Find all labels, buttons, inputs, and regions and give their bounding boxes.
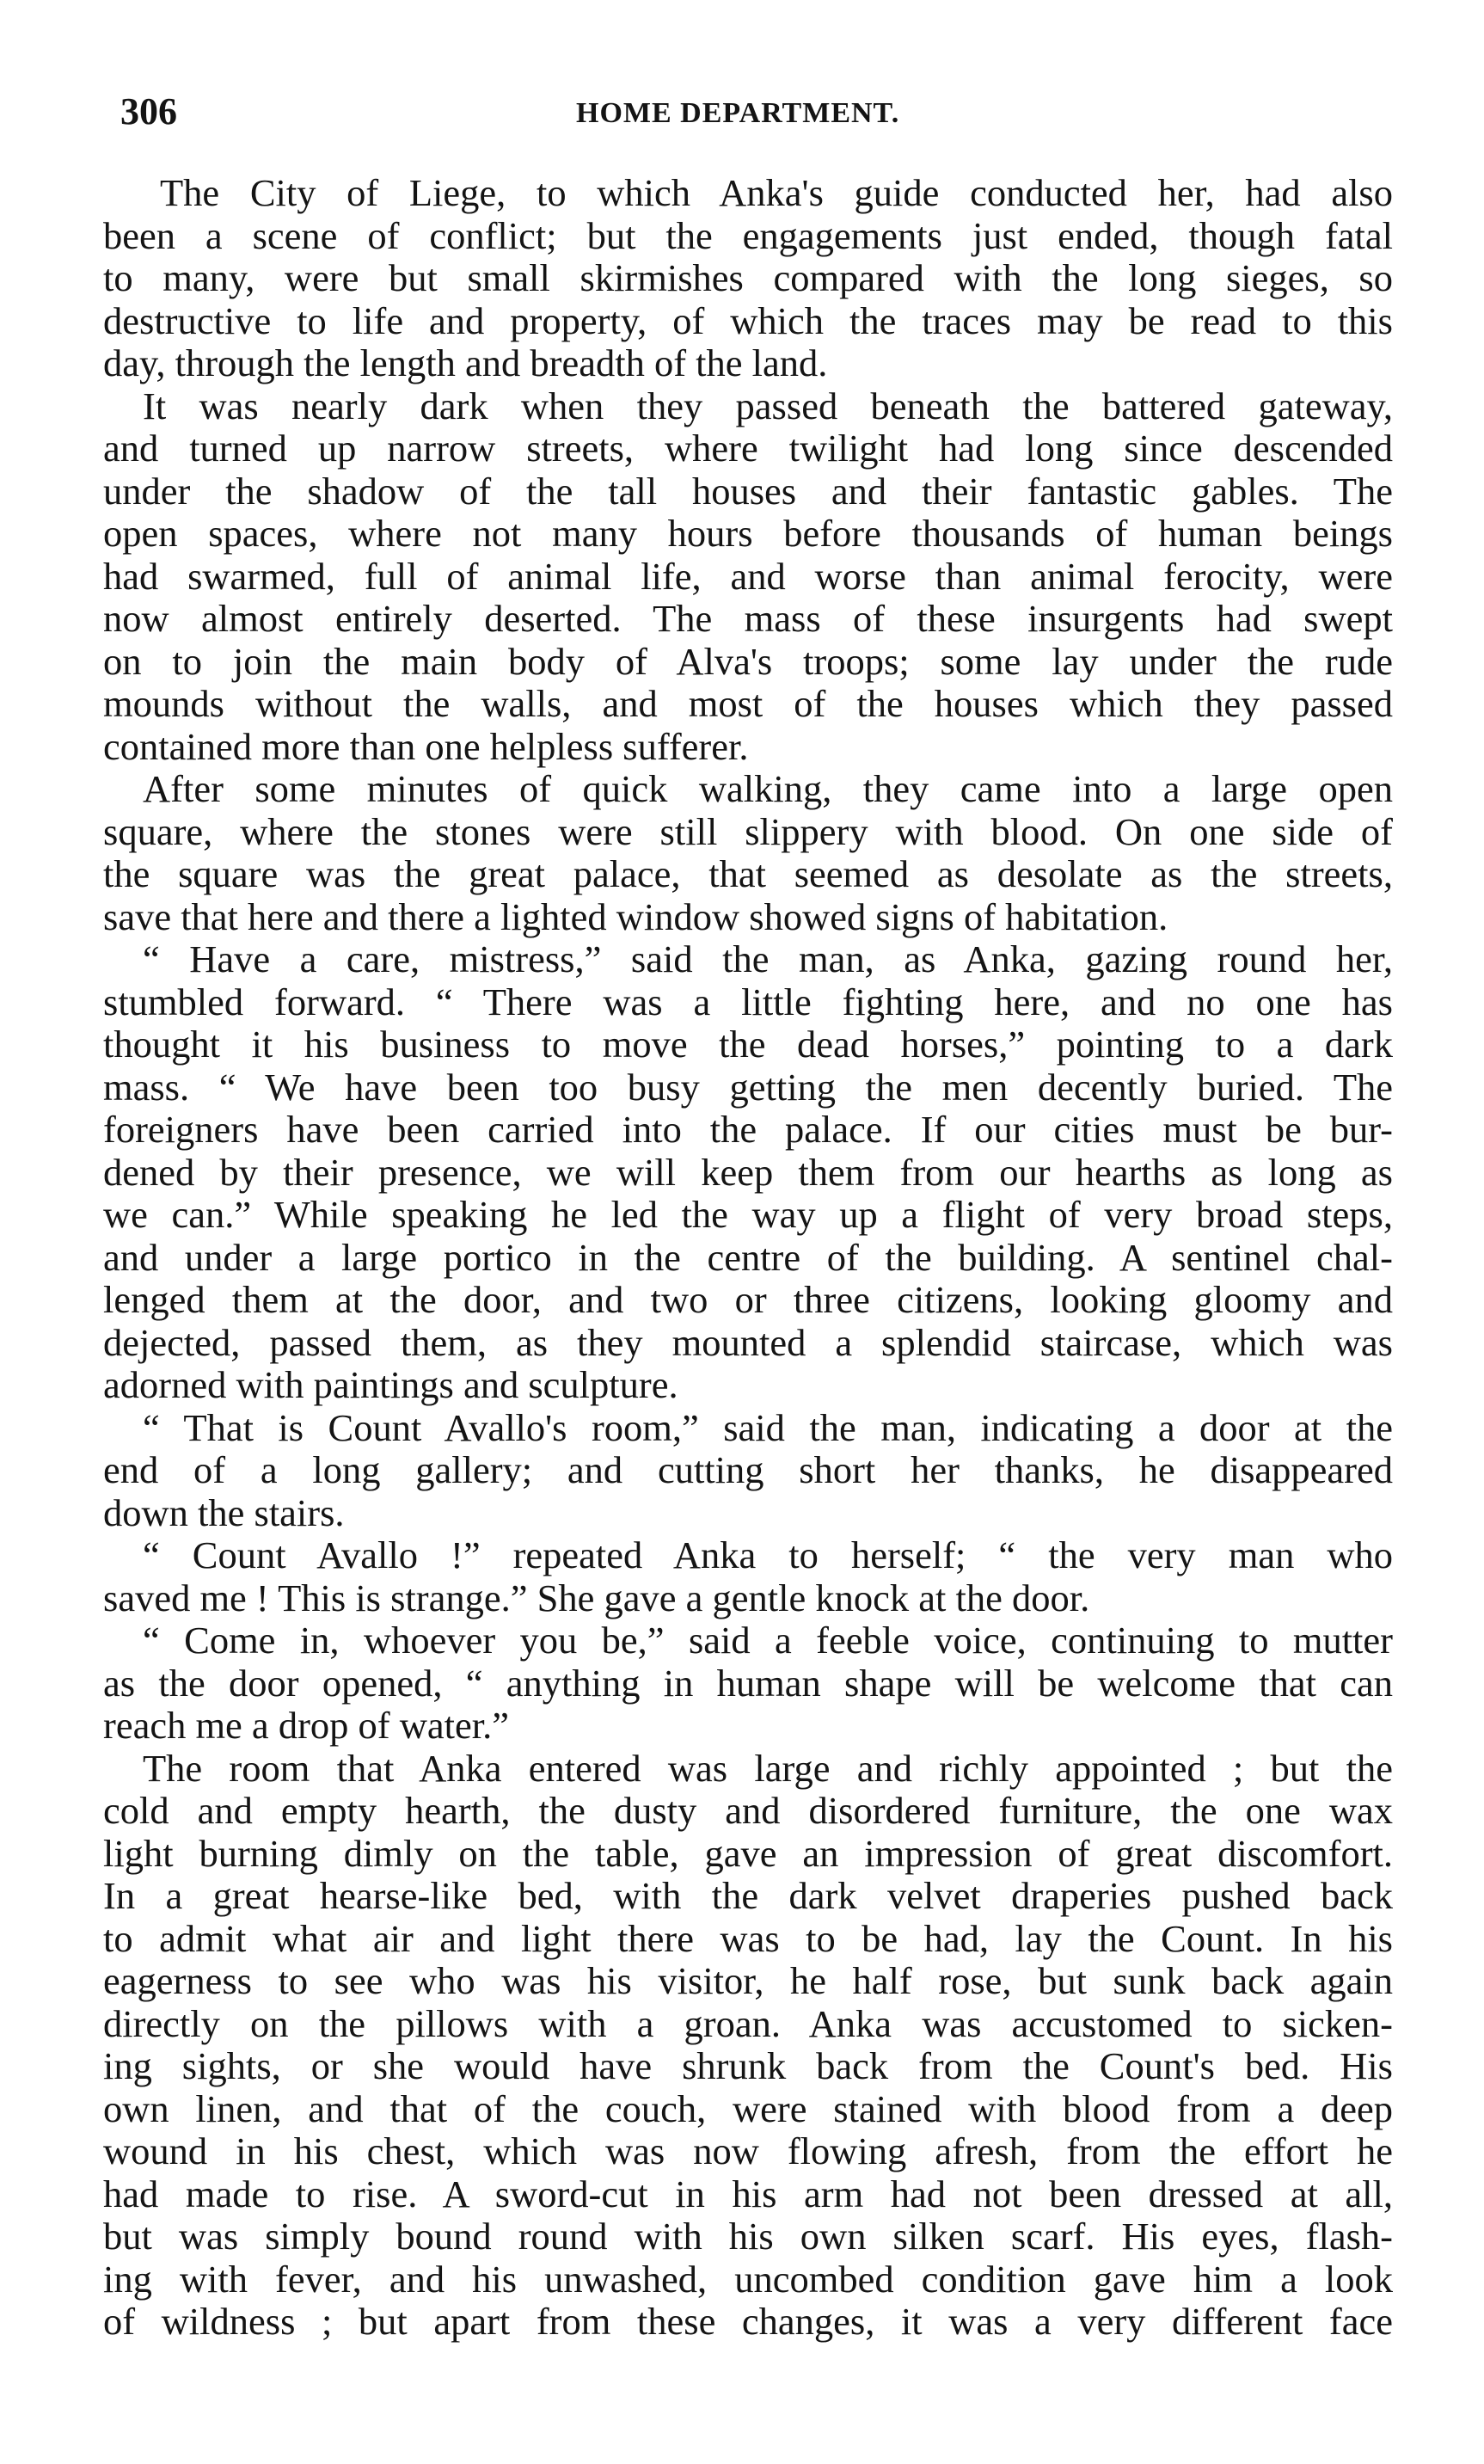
text-line: own linen, and that of the couch, were stained with blood from a deep <box>103 2087 1393 2130</box>
text-line: directly on the pillows with a groan. Anka was accustomed to sicken- <box>103 2002 1393 2045</box>
text-line: The room that Anka entered was large and richly appointed ; but the <box>143 1747 1393 1790</box>
text-line: now almost entirely deserted. The mass of these insurgents had swept <box>103 598 1393 640</box>
text-line: “ Come in, whoever you be,” said a feeble voice, continuing to mutter <box>143 1619 1393 1662</box>
text-line: adorned with paintings and sculpture. <box>103 1364 678 1406</box>
text-line: light burning dimly on the table, gave an impression of great discomfort. <box>103 1832 1393 1875</box>
text-line: to admit what air and light there was to be had, lay the Count. In his <box>103 1917 1393 1960</box>
text-line: saved me ! This is strange.” She gave a gentle knock at the door. <box>103 1576 1090 1619</box>
text-line: “ Have a care, mistress,” said the man, as Anka, gazing round her, <box>143 938 1393 980</box>
text-line: contained more than one helpless sufferer. <box>103 725 749 768</box>
text-line: ing sights, or she would have shrunk back from the Count's bed. His <box>103 2045 1393 2087</box>
text-line: to many, were but small skirmishes compared with the long sieges, so <box>103 257 1393 299</box>
text-line: wound in his chest, which was now flowing afresh, from the effort he <box>103 2130 1393 2172</box>
text-line: been a scene of conflict; but the engagements just ended, though fatal <box>103 214 1393 257</box>
text-line: and under a large portico in the centre of the building. A sentinel chal- <box>103 1236 1393 1279</box>
text-line: under the shadow of the tall houses and their fantastic gables. The <box>103 470 1393 513</box>
text-line: down the stairs. <box>103 1491 345 1534</box>
text-line: of wildness ; but apart from these changes, it was a very different face <box>103 2301 1393 2343</box>
text-line: destructive to life and property, of which the traces may be read to this <box>103 299 1393 342</box>
text-line: dened by their presence, we will keep them from our hearths as long as <box>103 1151 1393 1194</box>
text-line: the square was the great palace, that seemed as desolate as the streets, <box>103 853 1393 895</box>
text-line: and turned up narrow streets, where twilight had long since descended <box>103 427 1393 470</box>
text-line: “ That is Count Avallo's room,” said the man, indicating a door at the <box>143 1406 1393 1449</box>
text-line: day, through the length and breadth of the land. <box>103 342 828 384</box>
text-line: square, where the stones were still slippery with blood. On one side of <box>103 810 1393 853</box>
body-text <box>103 172 1393 2344</box>
text-line: It was nearly dark when they passed beneath the battered gateway, <box>143 384 1393 427</box>
text-line: eagerness to see who was his visitor, he half rose, but sunk back again <box>103 1960 1393 2002</box>
text-line: dejected, passed them, as they mounted a splendid staircase, which was <box>103 1321 1393 1364</box>
text-line: had swarmed, full of animal life, and worse than animal ferocity, were <box>103 555 1393 598</box>
text-line: but was simply bound round with his own silken scarf. His eyes, flash- <box>103 2215 1393 2258</box>
text-line: “ Count Avallo !” repeated Anka to herself; “ the very man who <box>143 1534 1393 1576</box>
text-line: mass. “ We have been too busy getting the men decently buried. The <box>103 1066 1393 1109</box>
text-line: lenged them at the door, and two or three citizens, looking gloomy and <box>103 1279 1393 1321</box>
text-line: stumbled forward. “ There was a little fighting here, and no one has <box>103 980 1393 1023</box>
text-line: The City of Liege, to which Anka's guide conducted her, had also <box>160 172 1393 214</box>
text-line: had made to rise. A sword-cut in his arm had not been dressed at all, <box>103 2172 1393 2215</box>
text-line: ing with fever, and his unwashed, uncombed condition gave him a look <box>103 2258 1393 2301</box>
text-line: cold and empty hearth, the dusty and disordered furniture, the one wax <box>103 1790 1393 1832</box>
text-line: mounds without the walls, and most of the houses which they passed <box>103 683 1393 725</box>
text-line: thought it his business to move the dead horses,” pointing to a dark <box>103 1023 1393 1066</box>
text-line: on to join the main body of Alva's troops; some lay under the rude <box>103 640 1393 683</box>
text-line: we can.” While speaking he led the way up a flight of very broad steps, <box>103 1194 1393 1236</box>
text-line: save that here and there a lighted window showed signs of habitation. <box>103 895 1168 938</box>
text-line: After some minutes of quick walking, they came into a large open <box>143 768 1393 810</box>
text-line: open spaces, where not many hours before thousands of human beings <box>103 513 1393 555</box>
running-head: HOME DEPARTMENT. <box>576 97 900 129</box>
text-line: reach me a drop of water.” <box>103 1705 509 1747</box>
text-line: In a great hearse-like bed, with the dark velvet draperies pushed back <box>103 1875 1393 1917</box>
page-number: 306 <box>120 90 177 132</box>
page-header <box>120 86 1384 138</box>
text-line: end of a long gallery; and cutting short her thanks, he disappeared <box>103 1449 1393 1491</box>
text-line: foreigners have been carried into the palace. If our cities must be bur- <box>103 1109 1393 1151</box>
text-line: as the door opened, “ anything in human shape will be welcome that can <box>103 1662 1393 1705</box>
